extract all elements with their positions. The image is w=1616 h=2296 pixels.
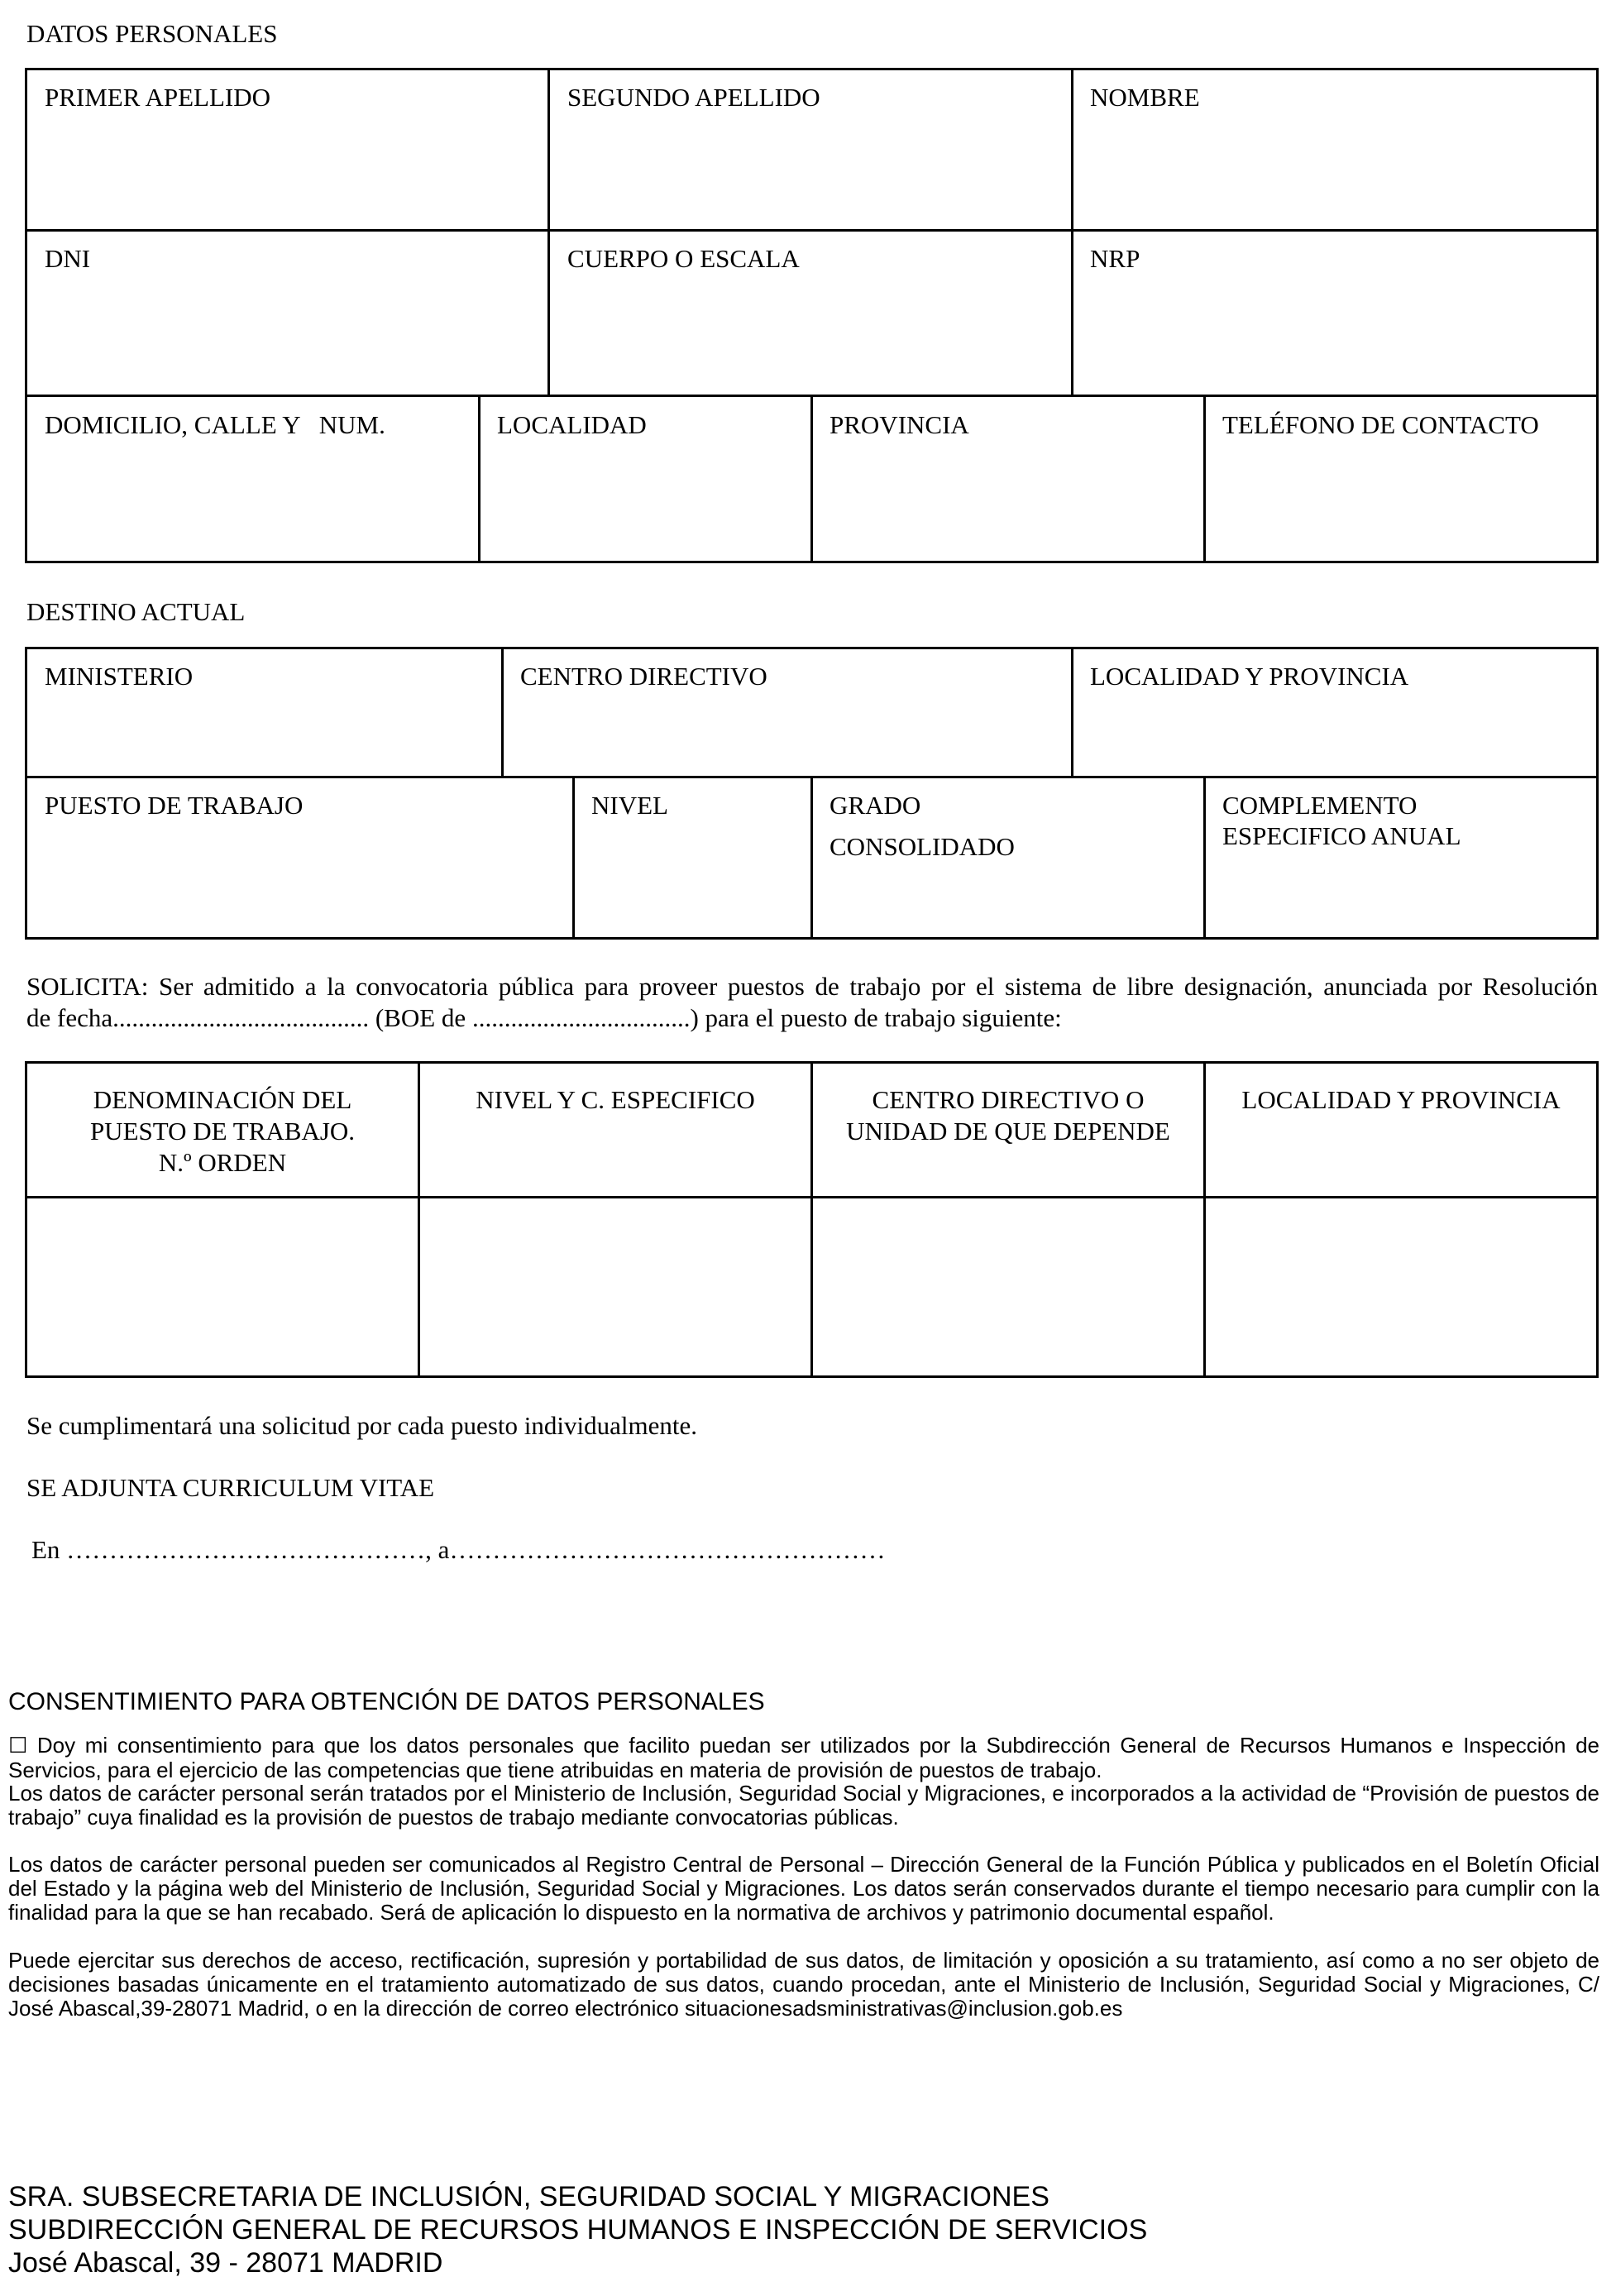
field-label-especifico-anual: ESPECIFICO ANUAL bbox=[1222, 821, 1461, 850]
field-label-dni: DNI bbox=[45, 244, 91, 273]
consent-checkbox[interactable]: ☐ bbox=[8, 1734, 28, 1758]
note-adjunta-cv: SE ADJUNTA CURRICULUM VITAE bbox=[26, 1473, 435, 1502]
field-label-provincia: PROVINCIA bbox=[830, 410, 969, 439]
field-label-complemento: COMPLEMENTO bbox=[1222, 791, 1418, 820]
field-label-telefono: TELÉFONO DE CONTACTO bbox=[1222, 410, 1539, 439]
field-label-centro-directivo: CENTRO DIRECTIVO bbox=[520, 662, 767, 691]
consent-title: CONSENTIMIENTO PARA OBTENCIÓN DE DATOS PERSONALES bbox=[8, 1688, 765, 1715]
field-label-nrp: NRP bbox=[1090, 244, 1140, 273]
solicita-line-1: SOLICITA: Ser admitido a la convocatoria pública para proveer puestos de trabajo por el sistema de libre designación, anunciada por Resolución bbox=[26, 972, 1598, 1001]
column-header-denominacion: DENOMINACIÓN DEL PUESTO DE TRABAJO. N.º ORDEN bbox=[89, 1085, 356, 1177]
addressee-line-2: SUBDIRECCIÓN GENERAL DE RECURSOS HUMANOS E INSPECCIÓN DE SERVICIOS bbox=[8, 2214, 1148, 2246]
field-label-domicilio: DOMICILIO, CALLE Y NUM. bbox=[45, 410, 385, 439]
field-label-cuerpo-escala: CUERPO O ESCALA bbox=[567, 244, 800, 273]
solicita-line-2: de fecha........................................ (BOE de ..................................) para el puesto de trabajo siguiente: bbox=[26, 1003, 1062, 1032]
field-label-grado: GRADO bbox=[830, 791, 921, 820]
input-cell-centro[interactable] bbox=[813, 1198, 1203, 1375]
column-header-nivel-especifico: NIVEL Y C. ESPECIFICO bbox=[476, 1085, 755, 1114]
input-cell-denominacion[interactable] bbox=[27, 1198, 418, 1375]
addressee-line-1: SRA. SUBSECRETARIA DE INCLUSIÓN, SEGURIDAD SOCIAL Y MIGRACIONES bbox=[8, 2181, 1049, 2212]
addressee-line-3: José Abascal, 39 - 28071 MADRID bbox=[8, 2247, 443, 2279]
field-label-primer-apellido: PRIMER APELLIDO bbox=[45, 83, 270, 112]
field-label-localidad: LOCALIDAD bbox=[497, 410, 647, 439]
signature-place-date: En ……………………………………, a…………………………………………… bbox=[31, 1535, 886, 1564]
field-label-consolidado: CONSOLIDADO bbox=[830, 832, 1015, 861]
consent-paragraph-3: Los datos de carácter personal pueden ser comunicados al Registro Central de Personal – Dirección General de la Función Pública y publicados en el Boletín Oficial del Estado y la página web del Ministerio de Inclusión, Seguridad Social y Migraciones. Los datos serán conservados durante el tiempo necesario para cumplir con la finalidad para la que se han recabado. Será de aplicación lo dispuesto en la normativa de archivos y patrimonio documental español. bbox=[8, 1852, 1599, 1925]
section-heading-destino-actual: DESTINO ACTUAL bbox=[26, 597, 246, 626]
field-label-localidad-provincia: LOCALIDAD Y PROVINCIA bbox=[1090, 662, 1409, 691]
column-header-localidad-provincia: LOCALIDAD Y PROVINCIA bbox=[1241, 1085, 1561, 1114]
input-cell-localidad[interactable] bbox=[1206, 1198, 1596, 1375]
section-heading-datos-personales: DATOS PERSONALES bbox=[26, 19, 278, 48]
field-label-nombre: NOMBRE bbox=[1090, 83, 1200, 112]
field-label-segundo-apellido: SEGUNDO APELLIDO bbox=[567, 83, 820, 112]
field-label-ministerio: MINISTERIO bbox=[45, 662, 194, 691]
consent-paragraph-1: ☐ Doy mi consentimiento para que los datos personales que facilito puedan ser utilizados por la Subdirección General de Recursos Humanos e Inspección de Servicios, para el ejercicio de las competencias que tiene atribuidas en materia de provisión de puestos de trabajo. bbox=[8, 1733, 1599, 1782]
column-header-centro-directivo: CENTRO DIRECTIVO O UNIDAD DE QUE DEPENDE bbox=[846, 1085, 1170, 1146]
field-label-puesto-trabajo: PUESTO DE TRABAJO bbox=[45, 791, 304, 820]
consent-paragraph-4: Puede ejercitar sus derechos de acceso, rectificación, supresión y portabilidad de sus datos, de limitación y oposición a su tratamiento, así como a no ser objeto de decisiones basadas únicamente en el tratamiento automatizado de sus datos, cuando procedan, ante el Ministerio de Inclusión, Seguridad Social y Migraciones, C/ José Abascal,39-28071 Madrid, o en la dirección de correo electrónico situacionesadsministrativas@inclusion.gob.es bbox=[8, 1948, 1599, 2021]
input-cell-nivel[interactable] bbox=[420, 1198, 810, 1375]
field-label-nivel: NIVEL bbox=[591, 791, 668, 820]
consent-paragraph-2: Los datos de carácter personal serán tratados por el Ministerio de Inclusión, Seguridad Social y Migraciones, e incorporados a la actividad de “Provisión de puestos de trabajo” cuya finalidad es la provisión de puestos de trabajo mediante convocatorias públicas. bbox=[8, 1781, 1599, 1830]
note-cumplimentara: Se cumplimentará una solicitud por cada puesto individualmente. bbox=[26, 1411, 697, 1440]
